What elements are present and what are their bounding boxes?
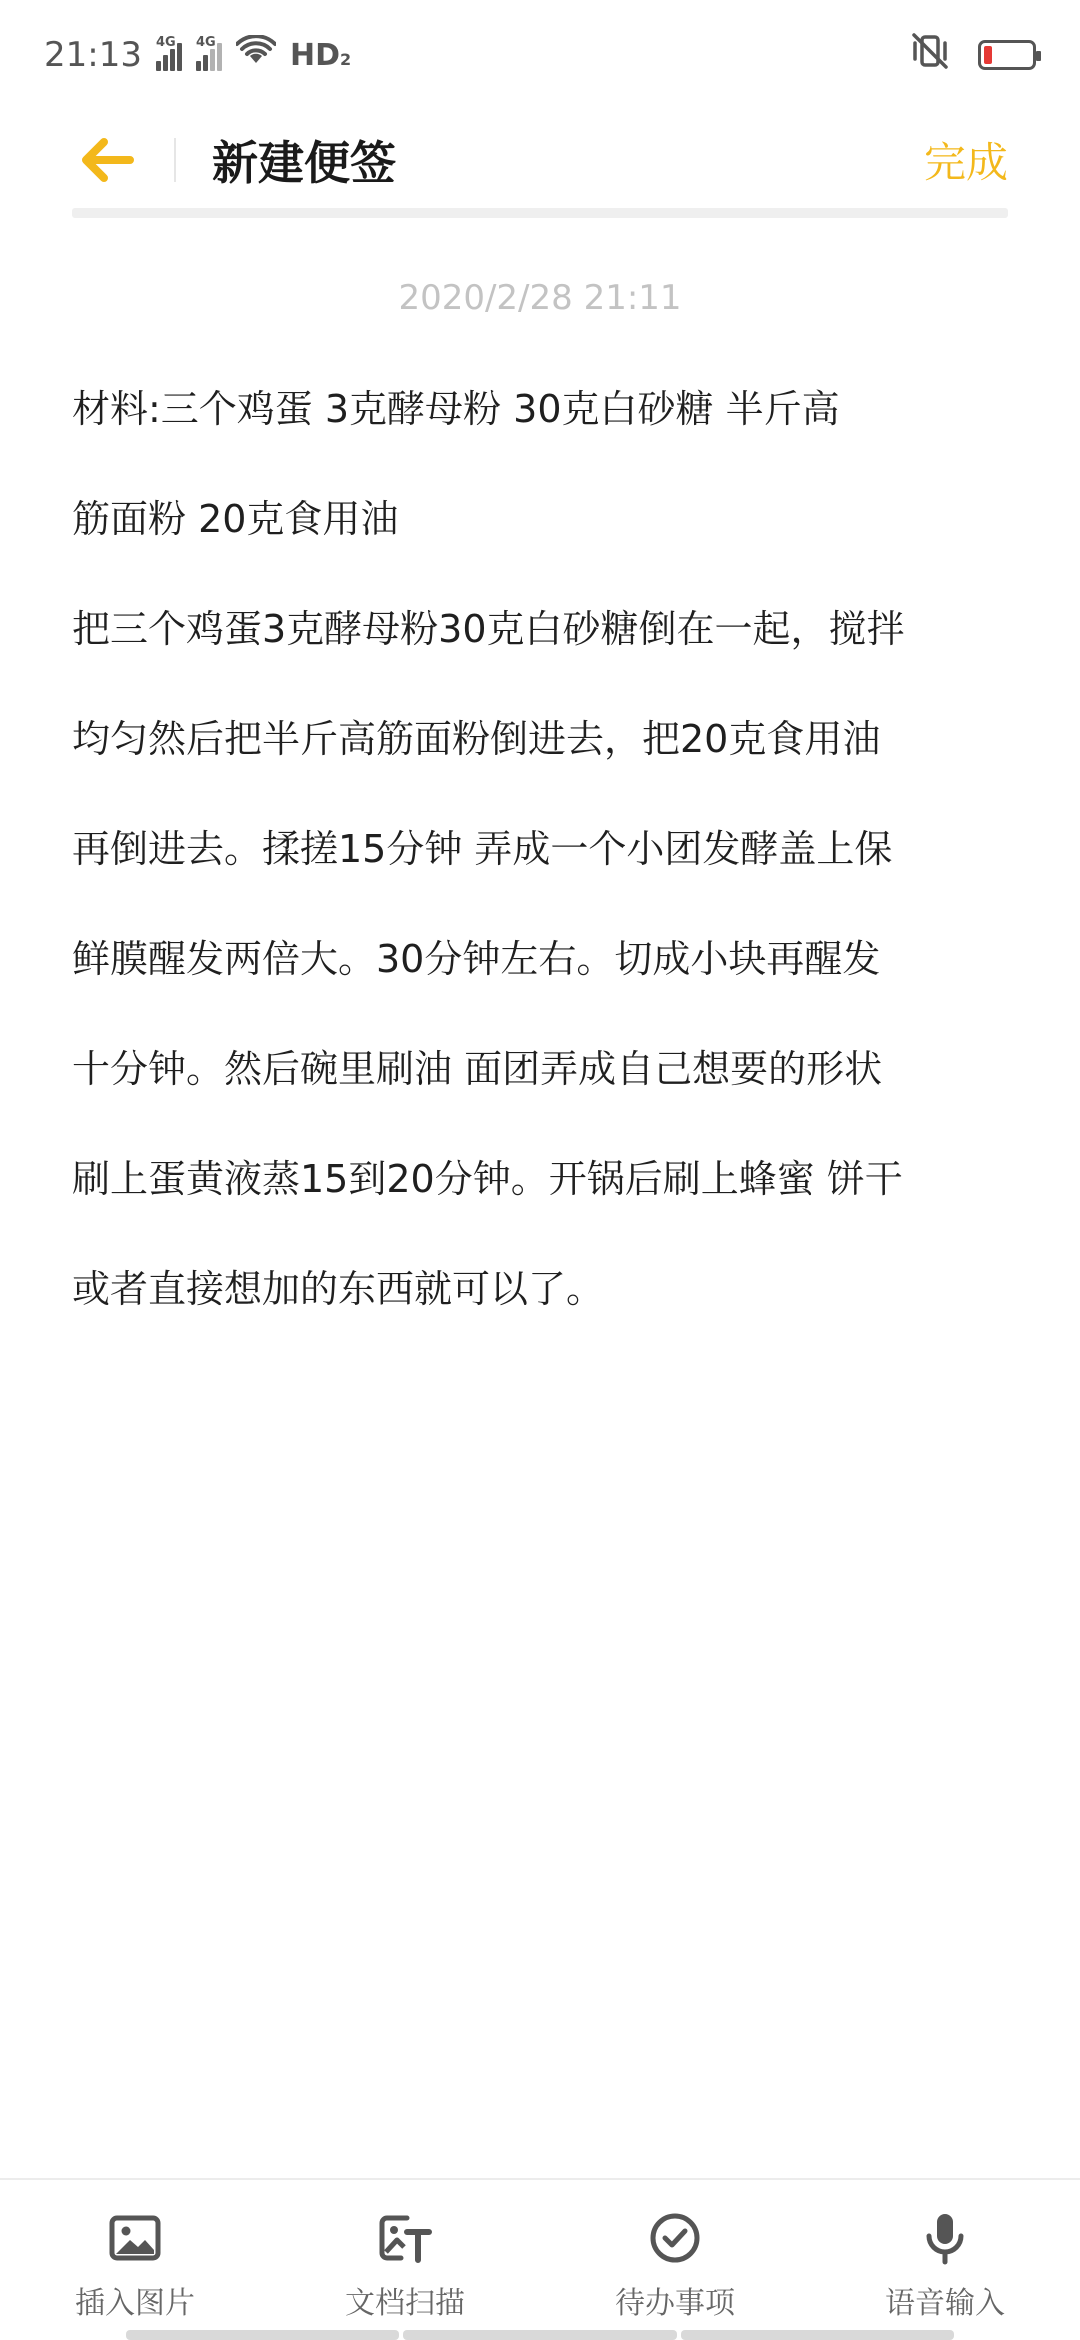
wifi-icon — [236, 35, 276, 76]
status-time: 21:13 — [44, 35, 142, 75]
status-bar — [0, 0, 1080, 110]
voice-input-label: 语音输入 — [885, 2286, 1005, 2321]
check-circle-icon — [647, 2210, 703, 2266]
insert-image-label: 插入图片 — [75, 2286, 195, 2321]
note-line: 筋面粉 20克食用油 — [72, 497, 399, 541]
hd-indicator: HD2 — [289, 37, 352, 73]
doc-scan-button[interactable] — [295, 2210, 515, 2322]
page-title: 新建便签 — [212, 136, 396, 190]
app-header — [0, 110, 1080, 210]
note-line: 再倒进去。揉搓15分钟 弄成一个小团发酵盖上保 — [72, 827, 893, 871]
vibrate-off-icon — [910, 33, 950, 78]
note-line: 刷上蛋黄液蒸15到20分钟。开锅后刷上蜂蜜 饼干 — [72, 1157, 903, 1201]
note-line: 或者直接想加的东西就可以了。 — [72, 1267, 605, 1311]
voice-input-button[interactable] — [835, 2210, 1055, 2322]
note-body-editor[interactable] — [72, 354, 1022, 1344]
note-line: 鲜膜醒发两倍大。30分钟左右。切成小块再醒发 — [72, 937, 881, 981]
header-underline — [72, 208, 1008, 218]
scan-icon — [377, 2210, 433, 2266]
home-indicator — [126, 2330, 954, 2340]
header-divider — [174, 138, 176, 182]
note-line: 均匀然后把半斤高筋面粉倒进去，把20克食用油 — [72, 717, 881, 761]
done-button[interactable]: 完成 — [923, 138, 1008, 187]
signal-1-icon: 4G — [156, 39, 182, 71]
doc-scan-label: 文档扫描 — [345, 2286, 465, 2321]
status-left — [44, 35, 351, 76]
image-icon — [107, 2210, 163, 2266]
note-line: 十分钟。然后碗里刷油 面团弄成自己想要的形状 — [72, 1047, 883, 1091]
todo-button[interactable] — [565, 2210, 785, 2322]
microphone-icon — [917, 2210, 973, 2266]
status-right — [910, 33, 1036, 78]
insert-image-button[interactable] — [25, 2210, 245, 2322]
note-date: 2020/2/28 21:11 — [398, 278, 682, 318]
battery-icon — [978, 40, 1036, 70]
bottom-toolbar — [0, 2178, 1080, 2340]
note-line: 材料:三个鸡蛋 3克酵母粉 30克白砂糖 半斤高 — [72, 387, 840, 431]
back-button[interactable] — [72, 125, 142, 195]
todo-label: 待办事项 — [615, 2286, 735, 2321]
note-line: 把三个鸡蛋3克酵母粉30克白砂糖倒在一起，搅拌 — [72, 607, 905, 651]
signal-2-icon: 4G — [196, 39, 222, 71]
arrow-left-icon — [80, 138, 134, 182]
